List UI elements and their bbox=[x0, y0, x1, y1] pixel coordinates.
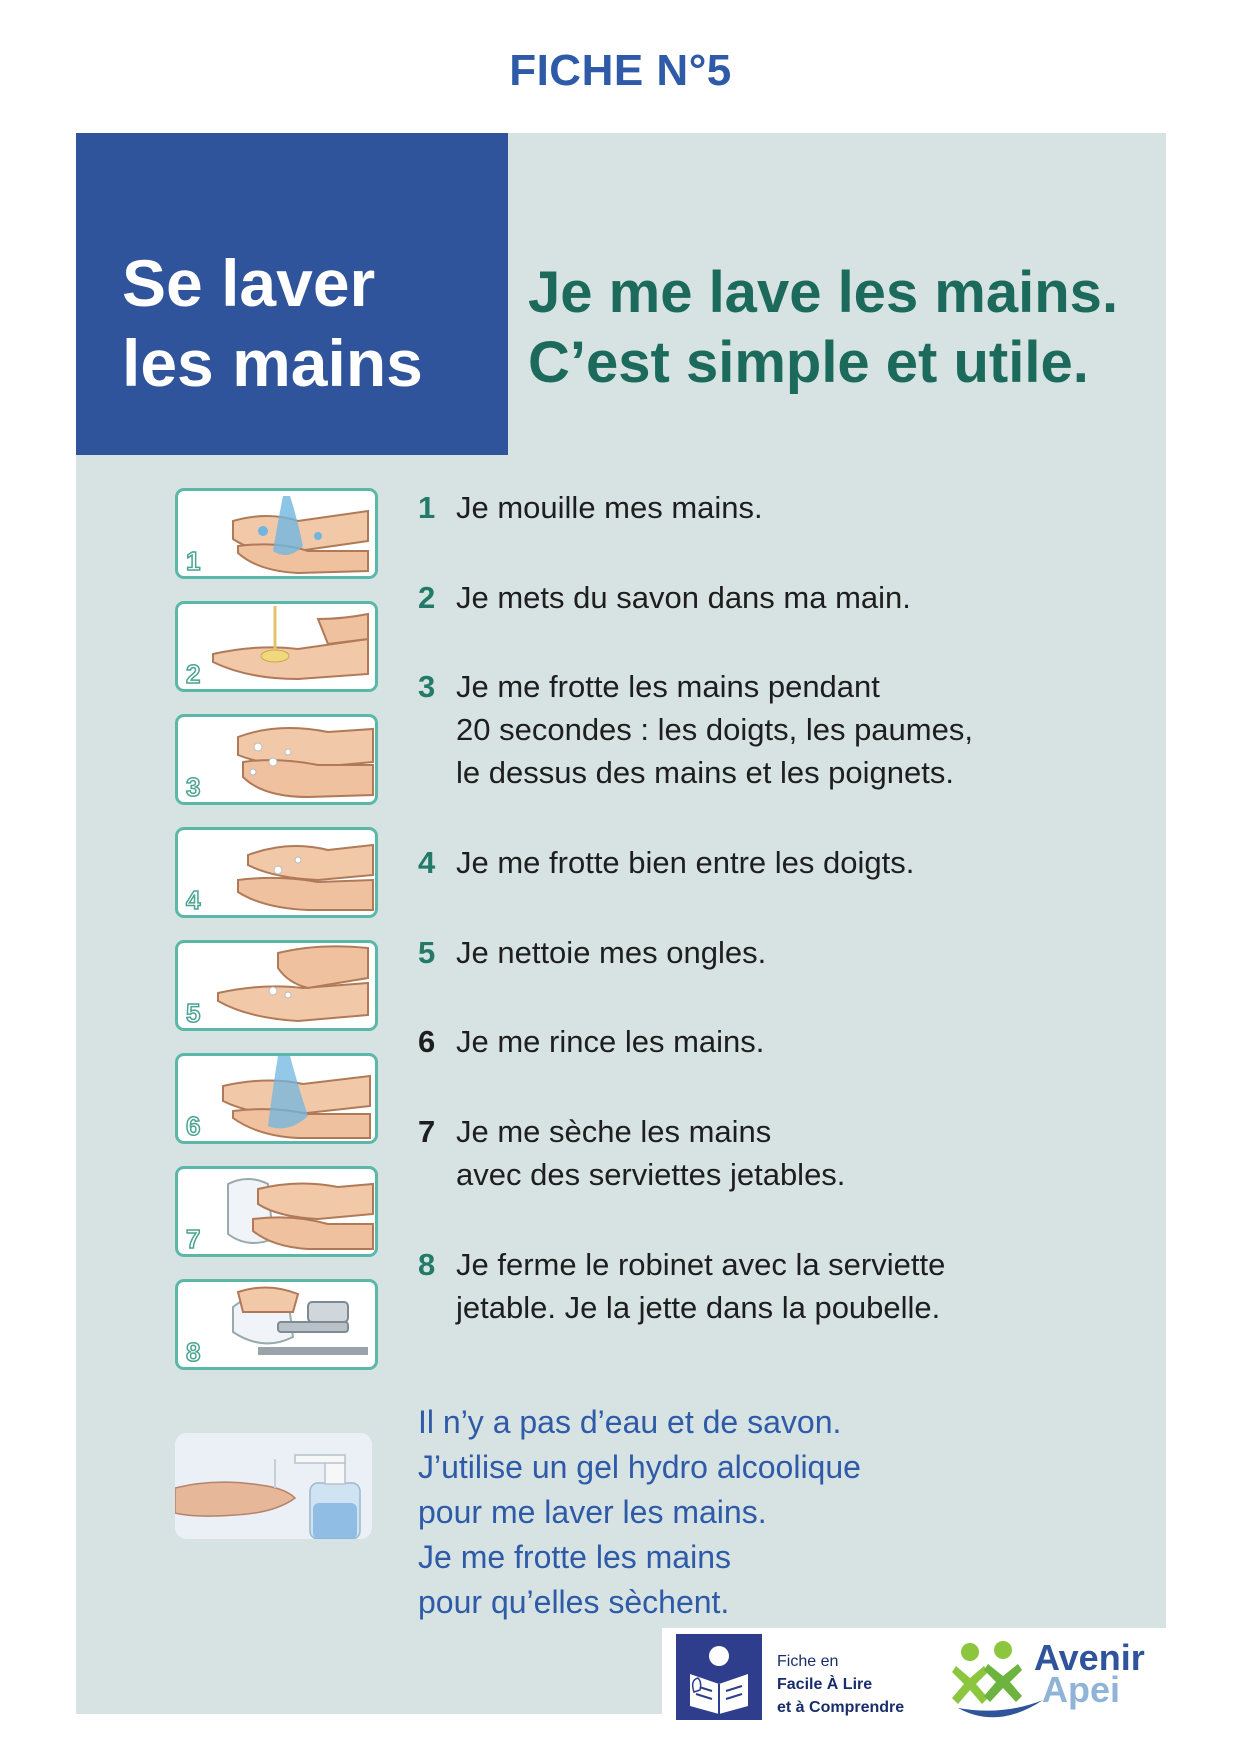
step-1-text: Je mouille mes mains. bbox=[456, 490, 763, 525]
gel-photo bbox=[175, 1433, 372, 1539]
step-3-text: Je me frotte les mains pendant 20 secondes : les doigts, les paumes, le dessus des mains et les poignets. bbox=[456, 669, 973, 790]
gel-note: Il n’y a pas d’eau et de savon. J’utilise un gel hydro alcoolique pour me laver les mains. Je me frotte les mains pour qu’elles sèchent. bbox=[418, 1404, 861, 1620]
step-8-number: 8 bbox=[418, 1247, 436, 1282]
subtitle bbox=[528, 258, 1118, 398]
falc-line3: et à Comprendre bbox=[777, 1699, 905, 1716]
brand-word-1: Avenir bbox=[1034, 1637, 1145, 1678]
step-5-illustration bbox=[175, 940, 378, 1031]
step-7-illustration bbox=[175, 1166, 378, 1257]
step-3-number: 3 bbox=[418, 669, 436, 704]
step-7-text: Je me sèche les mains avec des serviettes jetables. bbox=[456, 1114, 846, 1192]
falc-line2: Facile À Lire bbox=[777, 1676, 873, 1693]
fiche-number: FICHE N°5 bbox=[509, 46, 732, 95]
close-tap-icon bbox=[178, 1282, 375, 1367]
step-2-text: Je mets du savon dans ma main. bbox=[456, 580, 911, 615]
step-6 bbox=[418, 1020, 764, 1063]
dry-hands-towel-icon bbox=[178, 1169, 375, 1254]
step-5-text: Je nettoie mes ongles. bbox=[456, 935, 767, 970]
step-2-number: 2 bbox=[418, 580, 436, 615]
falc-line1: Fiche en bbox=[777, 1653, 839, 1670]
main-title-line2: les mains bbox=[122, 326, 423, 400]
avenir-apei-logo bbox=[922, 1628, 1166, 1724]
hand-sanitizer-icon bbox=[175, 1433, 372, 1539]
step-3 bbox=[418, 665, 973, 794]
step-4-illustration bbox=[175, 827, 378, 918]
nails-clean-icon bbox=[178, 943, 375, 1028]
step-5 bbox=[418, 931, 766, 974]
subtitle-line2: C’est simple et utile. bbox=[528, 330, 1089, 395]
step-1-illustration bbox=[175, 488, 378, 579]
step-1-number: 1 bbox=[418, 490, 436, 525]
step-6-illustration bbox=[175, 1053, 378, 1144]
main-title bbox=[122, 243, 423, 403]
title-box bbox=[76, 133, 508, 455]
step-4-text: Je me frotte bien entre les doigts. bbox=[456, 845, 915, 880]
step-1 bbox=[418, 486, 763, 529]
step-4-number: 4 bbox=[418, 845, 436, 880]
soap-hand-icon bbox=[178, 604, 375, 689]
step-7 bbox=[418, 1110, 845, 1196]
rinse-hands-icon bbox=[178, 1056, 375, 1141]
falc-label bbox=[777, 1650, 904, 1719]
step-7-number: 7 bbox=[418, 1114, 436, 1149]
step-2 bbox=[418, 576, 911, 619]
avenir-apei-people-icon bbox=[948, 1638, 1048, 1720]
step-4-badge: 4 bbox=[186, 885, 201, 915]
fingers-rub-icon bbox=[178, 830, 375, 915]
step-8-badge: 8 bbox=[186, 1337, 201, 1367]
step-3-illustration bbox=[175, 714, 378, 805]
rubbing-hands-icon bbox=[178, 717, 375, 802]
main-title-line1: Se laver bbox=[122, 246, 376, 320]
easy-read-logo-icon bbox=[676, 1634, 762, 1720]
subtitle-line1: Je me lave les mains. bbox=[528, 260, 1119, 325]
falc-badge bbox=[662, 1628, 922, 1724]
brand-word-2: Apei bbox=[1042, 1669, 1121, 1710]
step-1-badge: 1 bbox=[186, 546, 201, 576]
step-3-badge: 3 bbox=[186, 772, 201, 802]
step-7-badge: 7 bbox=[186, 1224, 201, 1254]
step-8 bbox=[418, 1243, 945, 1329]
step-2-badge: 2 bbox=[186, 659, 201, 689]
step-8-text: Je ferme le robinet avec la serviette jetable. Je la jette dans la poubelle. bbox=[456, 1247, 946, 1325]
step-2-illustration bbox=[175, 601, 378, 692]
step-6-badge: 6 bbox=[186, 1111, 201, 1141]
step-6-text: Je me rince les mains. bbox=[456, 1024, 765, 1059]
step-5-badge: 5 bbox=[186, 998, 201, 1028]
step-4 bbox=[418, 841, 914, 884]
step-5-number: 5 bbox=[418, 935, 436, 970]
wet-hands-icon bbox=[178, 491, 375, 576]
step-8-illustration bbox=[175, 1279, 378, 1370]
step-6-number: 6 bbox=[418, 1024, 436, 1059]
